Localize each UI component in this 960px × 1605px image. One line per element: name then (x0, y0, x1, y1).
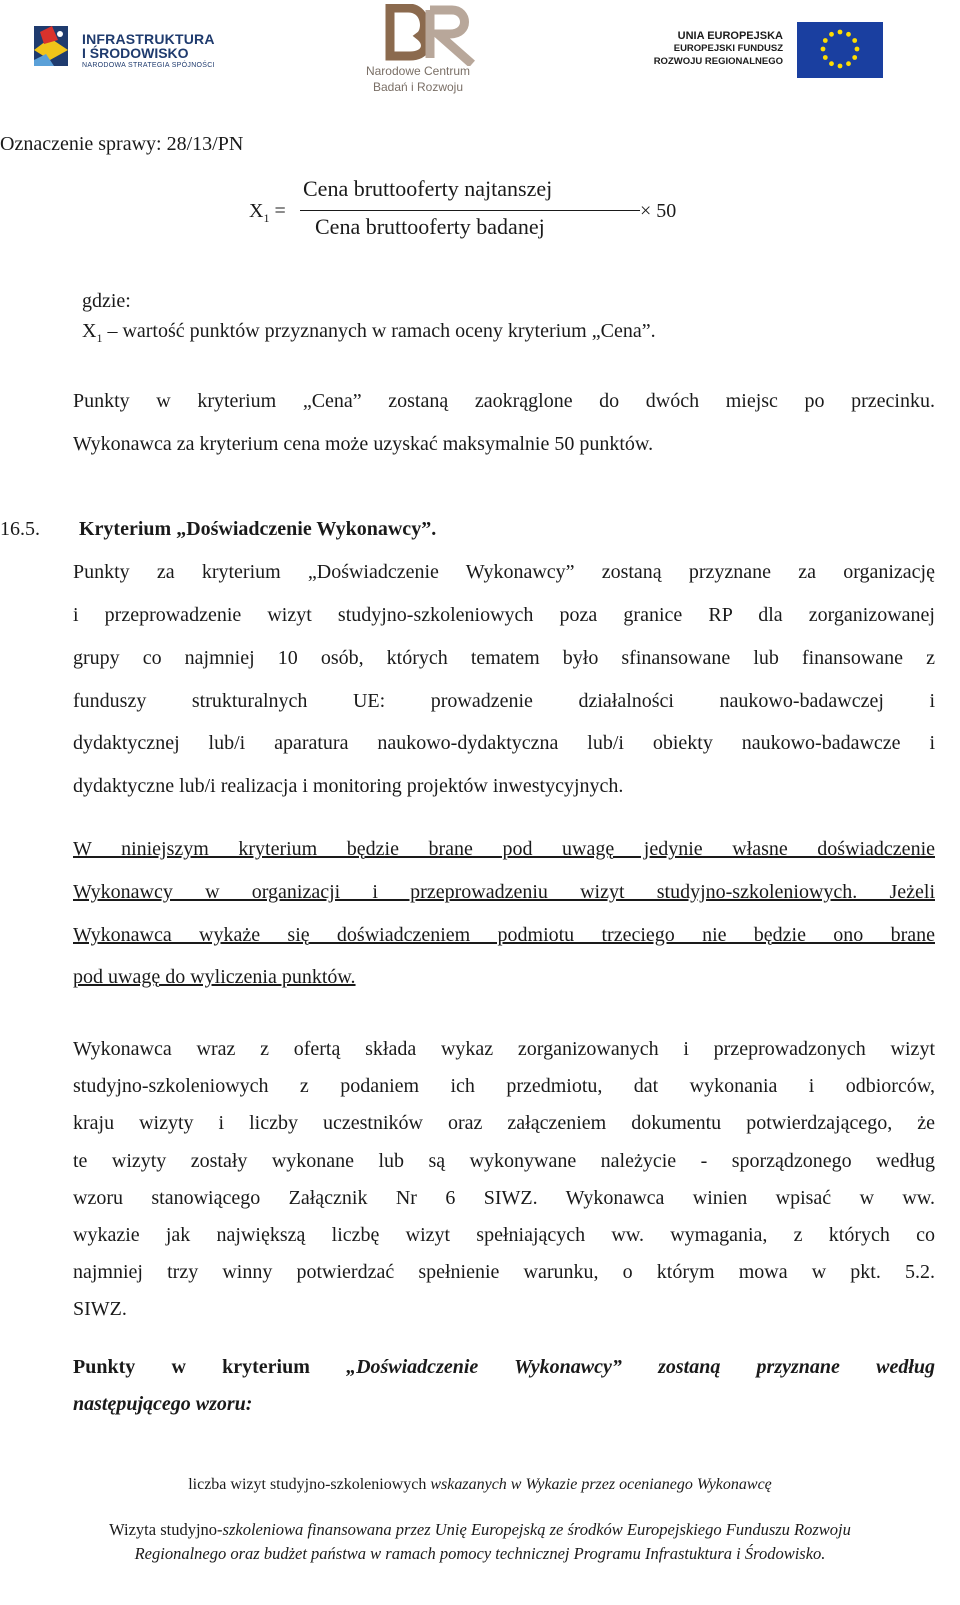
x1-sub: 1 (96, 331, 103, 345)
formula2-numerator-fragment (0, 1476, 960, 1494)
para2-line: Wykonawca wykaże się doświadczeniem podmiotu trzeciego nie będzie ono brane (73, 924, 935, 946)
x1-definition (82, 320, 656, 346)
para1-line: Punkty za kryterium „Doświadczenie Wykonawcy” zostaną przyznane za organizację (73, 561, 935, 583)
para2-line: pod uwagę do wyliczenia punktów. (73, 966, 356, 988)
section-title: Kryterium „Doświadczenie Wykonawcy”. (79, 518, 437, 540)
para1-line: grupy co najmniej 10 osób, których tematem było sfinansowane lub finansowane z (73, 647, 935, 669)
para3-line: kraju wizyty i liczby uczestników oraz załączeniem dokumentu potwierdzającego, że (73, 1112, 935, 1134)
formula-lhs (249, 200, 286, 226)
formula-multiplier: × 50 (640, 200, 677, 222)
footer-plain-start: Wizyta studyjno- (109, 1520, 223, 1539)
para1-line: dydaktycznej lub/i aparatura naukowo-dydaktyczna lub/i obiekty naukowo-badawcze i (73, 732, 935, 754)
footer-line1-rest: szkoleniowa finansowana przez Unię Europejską ze środków Europejskiego Funduszu Rozwoju (222, 1520, 851, 1539)
logo-eu (638, 22, 883, 78)
logo-right-line2: EUROPEJSKI FUNDUSZ (673, 43, 783, 54)
para1-line: funduszy strukturalnych UE: prowadzenie działalności naukowo-badawczej i (73, 690, 935, 712)
para4-line-1 (73, 1356, 935, 1379)
price-formula (245, 172, 695, 252)
where-label: gdzie: (82, 290, 131, 312)
formula-denominator: Cena bruttooferty badanej (315, 214, 545, 239)
logo-right-line1: UNIA EUROPEJSKA (677, 30, 783, 42)
para3-line: SIWZ. (73, 1298, 127, 1320)
x1-symbol: X (82, 320, 97, 342)
para2-line: Wykonawcy w organizacji i przeprowadzeniu wizyt studyjno-szkoleniowych. Jeżeli (73, 881, 935, 903)
logo-ncbr (360, 4, 530, 96)
price-rule-line-1: Punkty w kryterium „Cena” zostaną zaokrąglone do dwóch miejsc po przecinku. (73, 390, 935, 412)
para3-line: najmniej trzy winny potwierdzać spełnienie warunku, o którym mowa w pkt. 5.2. (73, 1261, 935, 1283)
logo-left-line3: NARODOWA STRATEGIA SPÓJNOŚCI (82, 62, 215, 69)
fraction-bar (300, 210, 640, 211)
formula2-italic: wskazanych w Wykazie przez ocenianego Wykonawcę (430, 1476, 772, 1493)
para3-line: wzoru stanowiącego Załącznik Nr 6 SIWZ. Wykonawca winien wpisać w ww. (73, 1187, 935, 1209)
para2-line: W niniejszym kryterium będzie brane pod uwagę jedynie własne doświadczenie (73, 838, 935, 860)
para3-line: Wykonawca wraz z ofertą składa wykaz zorganizowanych i przeprowadzonych wizyt (73, 1038, 935, 1060)
section-number: 16.5. (0, 518, 40, 540)
logo-mid-line1: Narodowe Centrum (365, 64, 471, 78)
price-rule-line-2: Wykonawca za kryterium cena może uzyskać maksymalnie 50 punktów. (73, 433, 654, 455)
logo-left-line2: I ŚRODOWISKO (82, 45, 189, 61)
formula-equals: = (274, 200, 286, 222)
x1-text: – wartość punktów przyznanych w ramach oceny kryterium „Cena”. (102, 320, 656, 342)
footer-line-1 (0, 1520, 960, 1540)
formula-lhs-symbol: X (249, 200, 264, 222)
logo-infrastruktura-i-srodowisko (30, 20, 230, 76)
formula2-plain: liczba wizyt studyjno-szkoleniowych (188, 1476, 431, 1493)
para1-line: i przeprowadzenie wizyt studyjno-szkoleniowych poza granice RP dla zorganizowanej (73, 604, 935, 626)
para4-bold: Punkty w kryterium (73, 1356, 347, 1378)
formula-numerator: Cena bruttooferty najtanszej (303, 176, 553, 201)
para3-line: wykazie jak największą liczbę wizyt spełniających ww. wymagania, z których co (73, 1224, 935, 1246)
eu-flag-icon (797, 22, 883, 78)
ncbr-br-monogram-icon (360, 4, 530, 66)
logo-mid-line2: Badań i Rozwoju (372, 80, 464, 94)
para4-bold-italic: „Doświadczenie Wykonawcy” zostaną przyznane według (346, 1356, 935, 1378)
footer-line-2: Regionalnego oraz budżet państwa w ramach pomocy technicznej Programu Infrastuktura i Środowisko. (134, 1544, 826, 1563)
para3-line: te wizyty zostały wykonane lub są wykonywane należycie - sporządzonego według (73, 1150, 935, 1172)
case-reference: Oznaczenie sprawy: 28/13/PN (0, 133, 244, 155)
para3-line: studyjno-szkoleniowych z podaniem ich przedmiotu, dat wykonania i odbiorców, (73, 1075, 935, 1097)
para4-line-2: następującego wzoru: (73, 1393, 253, 1415)
infrastruktura-emblem-icon (30, 20, 74, 72)
logo-left-line1: INFRASTRUKTURA (82, 31, 215, 47)
para1-line: dydaktyczne lub/i realizacja i monitoring projektów inwestycyjnych. (73, 775, 624, 797)
formula-lhs-sub: 1 (263, 211, 270, 225)
logo-right-line3: ROZWOJU REGIONALNEGO (653, 56, 783, 67)
